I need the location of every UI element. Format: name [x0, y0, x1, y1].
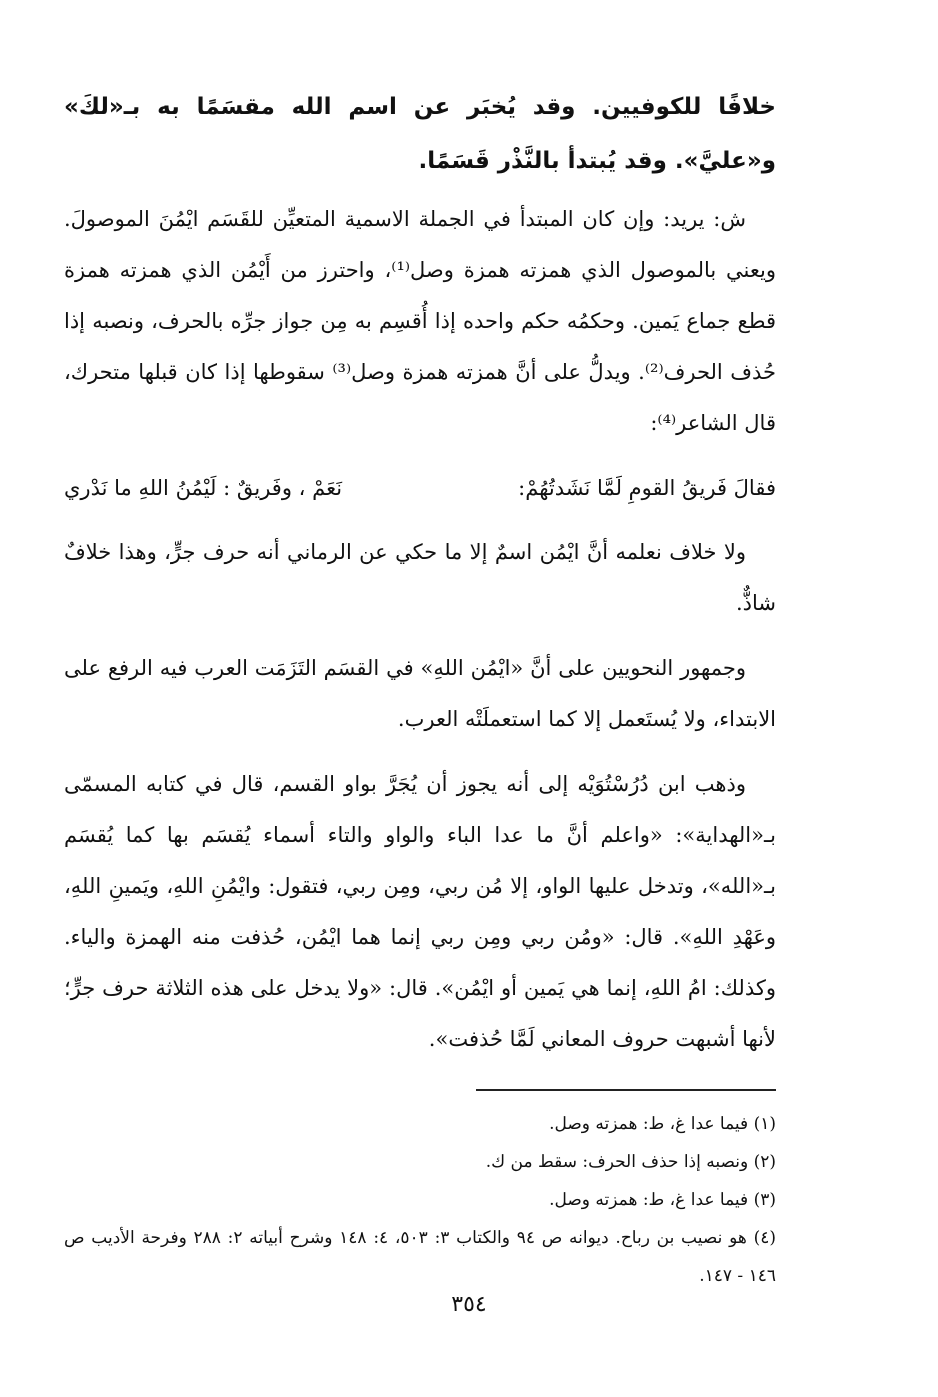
footnote: (٤) هو نصيب بن رباح. ديوانه ص ٩٤ والكتاب ٣: ٥٠٣، ٤: ١٤٨ وشرح أبياته ٢: ٢٨٨ وفرحة الأديب ص ١٤٦ - ١٤٧. — [64, 1228, 776, 1286]
verse-first-hemistich: فقالَ فَريقُ القومِ لَمَّا نَشَدتُهُمْ: — [518, 476, 776, 500]
footnote: (١) فيما عدا غ، ط: همزته وصل. — [549, 1114, 776, 1134]
paragraph-sharh: ش: يريد: وإن كان المبتدأ في الجملة الاسمية المتعيِّن للقَسَم ايْمُنَ الموصولَ. ويعني بالموصول الذي همزته همزة وصل⁽¹⁾، واحترز من أَيْمُن الذي همزته همزة قطع جماع يَمين. وحكمُه حكم واحده إذا أُقسِم به مِن جواز جرِّه بالحرف، ونصبه إذا حُذف الحرف⁽²⁾. ويدلُّ على أنَّ همزته همزة وصل⁽³⁾ سقوطها إذا كان قبلها متحرك، قال الشاعر⁽⁴⁾: — [64, 207, 777, 435]
footnote: (٣) فيما عدا غ، ط: همزته وصل. — [549, 1190, 776, 1210]
paragraph: ولا خلاف نعلمه أنَّ ايْمُن اسمٌ إلا ما حكي عن الرماني أنه حرف جرٍّ، وهذا خلافٌ شاذٌّ. — [64, 540, 776, 615]
footnote-divider — [476, 1089, 776, 1091]
page-number: ٣٥٤ — [451, 1292, 487, 1317]
page-content — [64, 80, 776, 1295]
verse-second-hemistich: نَعَمْ ، وفَريقٌ : لَيْمُنُ اللهِ ما نَدْري — [64, 476, 343, 500]
paragraph: وجمهور النحويين على أنَّ «ايْمُن اللهِ» في القسَم التَزَمَت العرب فيه الرفع على الابتداء، ولا يُستَعمل إلا كما استعملَتْه العرب. — [64, 656, 776, 731]
bold-paragraph: خلافًا للكوفيين. وقد يُخبَر عن اسم الله مقسَمًا به بـ«لكَ» و«عليَّ». وقد يُبتدأ بالنَّذْر قَسَمًا. — [64, 94, 776, 174]
paragraph: وذهب ابن دُرُسْتُوَيْه إلى أنه يجوز أن يُجَرَّ بواو القسم، قال في كتابه المسمّى بـ«الهداية»: «واعلم أنَّ ما عدا الباء والواو والتاء أسماء يُقسَم بها كما يُقسَم بـ«الله»، وتدخل عليها الواو، إلا مُن ربي، ومِن ربي، فتقول: وايْمُنِ اللهِ، ويَمينِ اللهِ، وعَهْدِ اللهِ». قال: «ومُن ربي ومِن ربي إنما هما ايْمُن، حُذفت منه الهمزة والياء. وكذلك: امُ اللهِ، إنما هي يَمين أو ايْمُن». قال: «ولا يدخل على هذه الثلاثة حرف جرٍّ؛ لأنها أشبهت حروف المعاني لَمَّا حُذفت». — [64, 772, 776, 1051]
poetry-verse — [64, 463, 776, 513]
footnote: (٢) ونصبه إذا حذف الحرف: سقط من ك. — [485, 1152, 776, 1172]
